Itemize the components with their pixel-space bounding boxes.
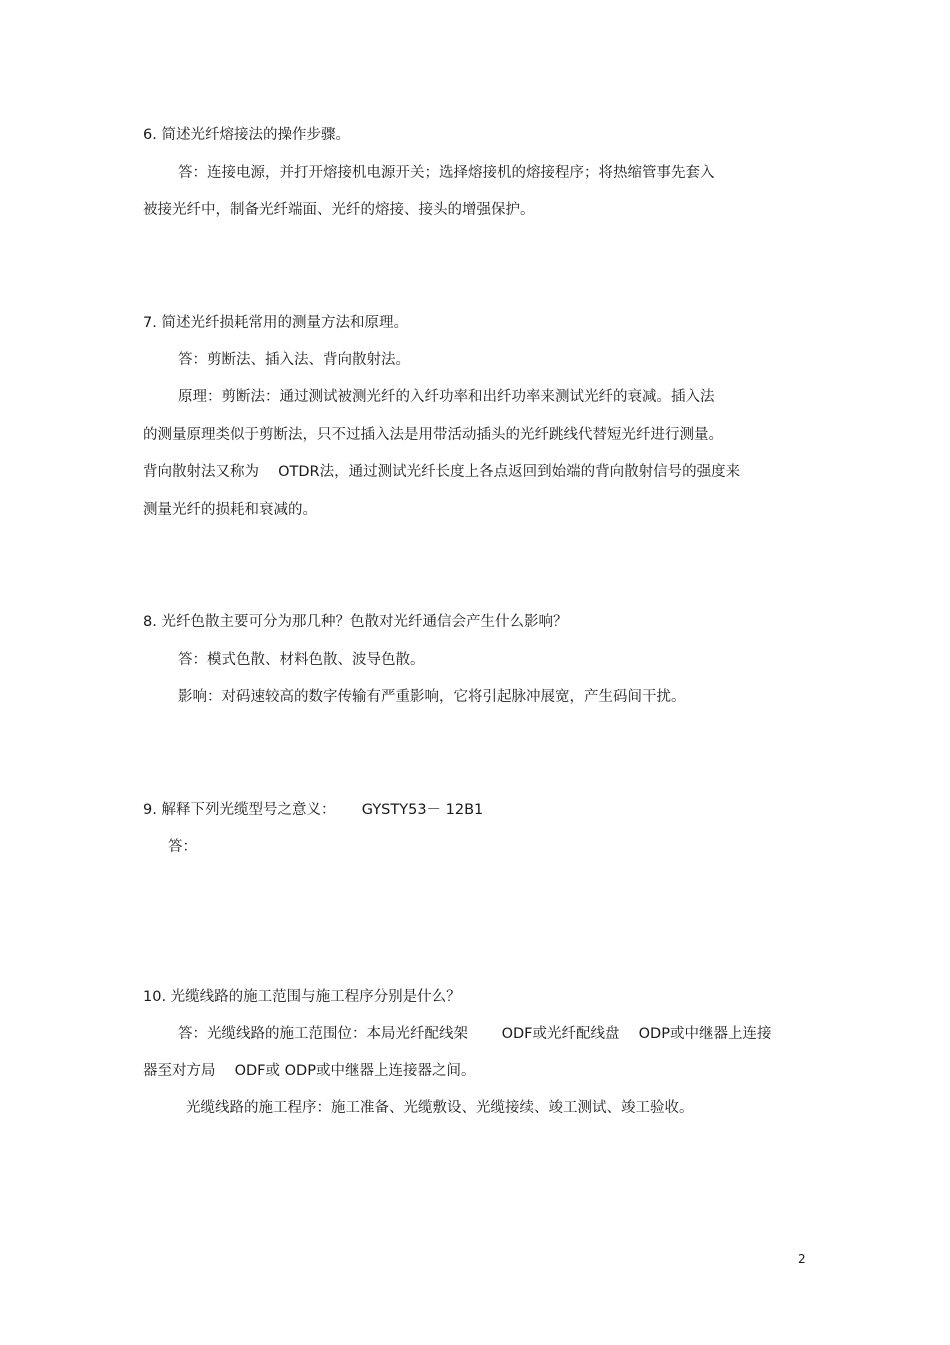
q10-answer-line-1: 答：光缆线路的施工范围位：本局光纤配线架 ODF或光纤配线盘 ODP或中继器上连接 xyxy=(178,1026,772,1042)
q9-answer-label: 答： xyxy=(168,839,197,855)
q6-answer-line-2: 被接光纤中，制备光纤端面、光纤的熔接、接头的增强保护。 xyxy=(143,202,535,218)
q10-answer-line-2: 器至对方局 ODF或 ODP或中继器上连接器之间。 xyxy=(143,1063,476,1079)
q10-question: 10. 光缆线路的施工范围与施工程序分别是什么？ xyxy=(143,989,461,1005)
q8-effect-line-1: 影响：对码速较高的数字传输有严重影响，它将引起脉冲展宽，产生码间干扰。 xyxy=(178,689,686,705)
q7-principle-line-4: 测量光纤的损耗和衰减的。 xyxy=(143,502,317,518)
q10-procedure-line-1: 光缆线路的施工程序：施工准备、光缆敷设、光缆接续、竣工测试、竣工验收。 xyxy=(186,1100,694,1116)
q6-answer-line-1: 答：连接电源，并打开熔接机电源开关；选择熔接机的熔接程序；将热缩管事先套入 xyxy=(178,165,715,181)
q7-principle-line-3: 背向散射法又称为 OTDR法，通过测试光纤长度上各点返回到始端的背向散射信号的强度来 xyxy=(143,464,741,480)
q6-question: 6. 简述光纤熔接法的操作步骤。 xyxy=(143,127,350,143)
q7-answer-line-1: 答：剪断法、插入法、背向散射法。 xyxy=(178,352,410,368)
q7-question: 7. 简述光纤损耗常用的测量方法和原理。 xyxy=(143,315,408,331)
q8-answer-line-1: 答：模式色散、材料色散、波导色散。 xyxy=(178,652,425,668)
q8-question: 8. 光纤色散主要可分为那几种？色散对光纤通信会产生什么影响？ xyxy=(143,614,568,630)
q7-principle-line-2: 的测量原理类似于剪断法，只不过插入法是用带活动插头的光纤跳线代替短光纤进行测量。 xyxy=(143,427,723,443)
q7-principle-line-1: 原理：剪断法：通过测试被测光纤的入纤功率和出纤功率来测试光纤的衰减。插入法 xyxy=(178,389,715,405)
page-number: 2 xyxy=(798,1252,806,1266)
q9-question: 9. 解释下列光缆型号之意义： GYSTY53－ 12B1 xyxy=(143,802,484,818)
